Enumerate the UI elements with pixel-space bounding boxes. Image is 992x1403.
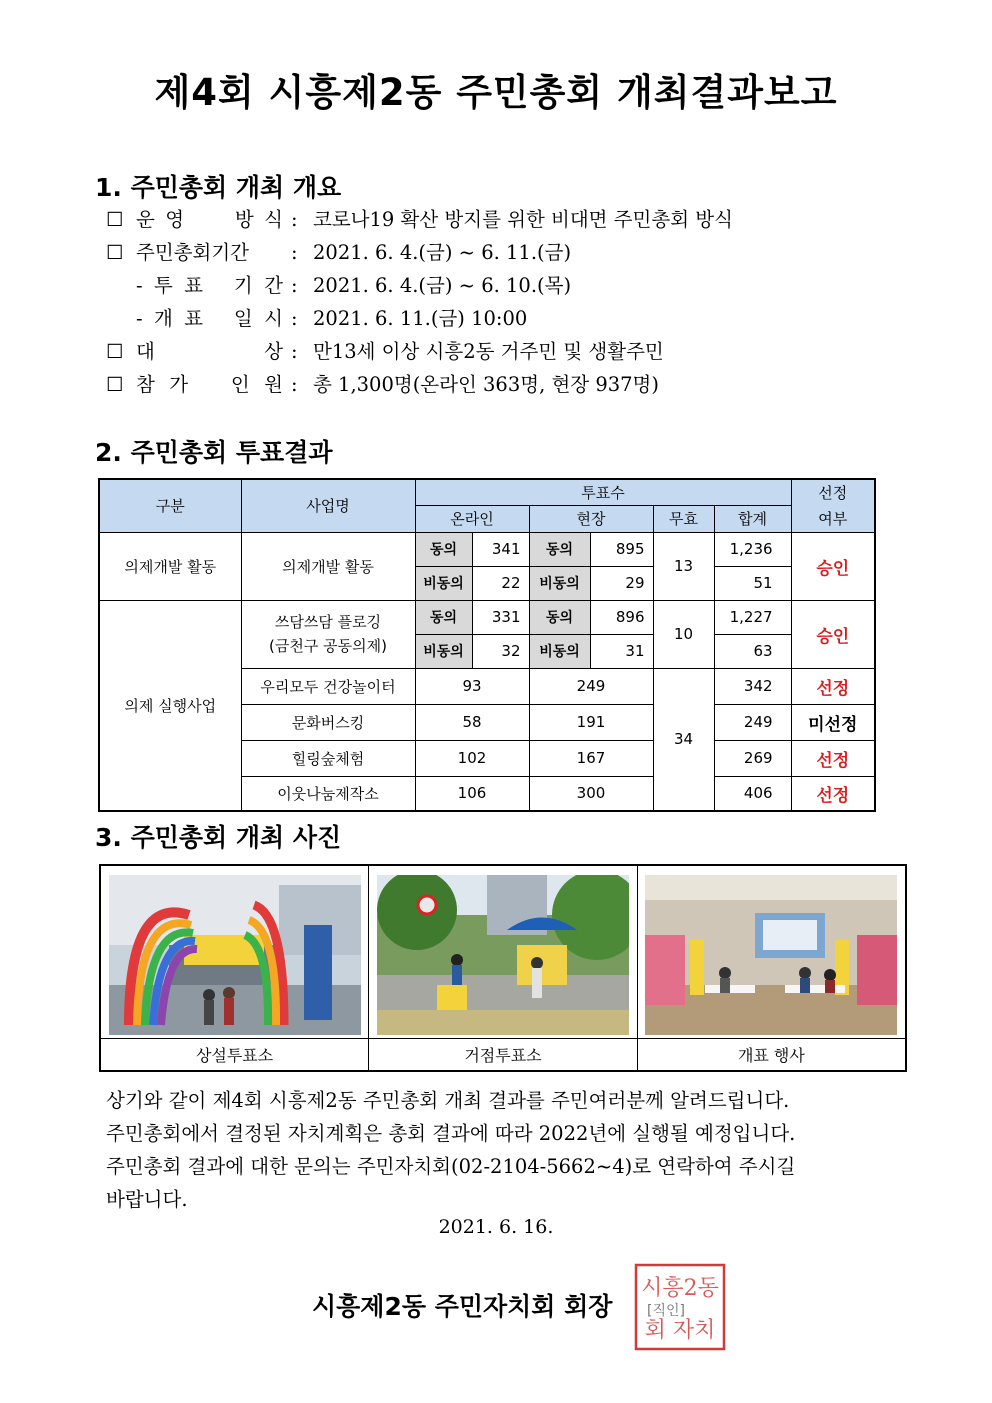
total-cell: 249 (714, 704, 791, 740)
overview-row-method: ☐ 운 영 방 식 : 코로나19 확산 방지를 위한 비대면 주민총회 방식 (106, 203, 733, 236)
photo-vote-counting-event (645, 875, 897, 1035)
table-row (99, 532, 875, 566)
overview-row-voting-period: - 투 표 기 간 : 2021. 6. 4.(금) ~ 6. 10.(목) (106, 269, 733, 302)
onsite-agree: 895 (615, 540, 645, 558)
project-cell: 의제개발 활동 (241, 532, 415, 600)
checkbox-icon: ☐ (106, 241, 124, 264)
overview-label: 주민총회기간 (136, 241, 250, 264)
total-cell: 342 (714, 668, 791, 704)
document-title: 제4회 시흥제2동 주민총회 개최결과보고 (154, 71, 838, 114)
project-cell: 우리모두 건강놀이터 (241, 668, 415, 704)
checkbox-icon: ☐ (106, 373, 124, 396)
invalid-cell: 34 (653, 668, 714, 811)
total-agree: 1,236 (714, 532, 791, 566)
header-total: 합계 (714, 505, 791, 532)
overview-value: 만13세 이상 시흥2동 거주민 및 생활주민 (313, 340, 664, 363)
total-agree: 1,227 (714, 600, 791, 634)
result-cell: 승인 (791, 600, 875, 668)
header-online: 온라인 (415, 505, 529, 532)
onsite-cell: 191 (529, 704, 653, 740)
agree-label: 동의 (416, 601, 473, 634)
section2-heading: 2. 주민총회 투표결과 (95, 438, 333, 467)
photo-table (99, 864, 907, 1072)
project-cell: 문화버스킹 (241, 704, 415, 740)
invalid-cell: 13 (653, 532, 714, 600)
overview-value: 2021. 6. 4.(금) ~ 6. 11.(금) (313, 241, 572, 264)
photo-permanent-polling-station (109, 875, 361, 1035)
photo-cell (369, 865, 638, 1039)
svg-text:회 자치: 회 자치 (644, 1318, 716, 1343)
official-seal-icon (630, 1261, 730, 1353)
result-cell: 선정 (791, 776, 875, 811)
invalid-cell: 10 (653, 600, 714, 668)
overview-value: 2021. 6. 11.(금) 10:00 (313, 307, 528, 330)
online-agree: 341 (491, 540, 521, 558)
closing-line: 바랍니다. (106, 1188, 188, 1211)
closing-paragraph (106, 1084, 906, 1216)
online-cell: 58 (415, 704, 529, 740)
header-selected-1: 선정 (791, 479, 875, 505)
total-disagree: 51 (714, 566, 791, 600)
result-cell: 선정 (791, 668, 875, 704)
svg-text:[직인]: [직인] (647, 1303, 685, 1319)
onsite-disagree: 29 (625, 574, 645, 592)
vote-results-table (98, 478, 876, 812)
overview-value: 코로나19 확산 방지를 위한 비대면 주민총회 방식 (313, 208, 733, 231)
project-cell: 힐링숲체험 (241, 740, 415, 776)
category-cell: 의제 실행사업 (99, 600, 241, 811)
online-disagree: 22 (501, 574, 521, 592)
closing-line: 상기와 같이 제4회 시흥제2동 주민총회 개최 결과를 주민여러분께 알려드립니다. (106, 1089, 790, 1112)
checkbox-icon: ☐ (106, 208, 124, 231)
closing-line: 주민총회 결과에 대한 문의는 주민자치회(02-2104-5662~4)로 연락하여 주시길 (106, 1155, 796, 1178)
online-cell: 93 (415, 668, 529, 704)
header-votes: 투표수 (415, 479, 791, 505)
document-date: 2021. 6. 16. (438, 1216, 554, 1238)
overview-list (106, 203, 733, 401)
total-cell: 269 (714, 740, 791, 776)
header-onsite: 현장 (529, 505, 653, 532)
agree-label: 동의 (416, 533, 473, 566)
overview-label: 운 영 방 식 (136, 208, 283, 231)
disagree-label: 비동의 (530, 567, 591, 600)
overview-value: 총 1,300명(온라인 363명, 현장 937명) (313, 373, 660, 396)
result-cell: 미선정 (791, 704, 875, 740)
onsite-disagree: 31 (625, 642, 645, 660)
section1-heading: 1. 주민총회 개최 개요 (95, 173, 342, 202)
photo-caption: 개표 행사 (637, 1039, 906, 1072)
overview-label: - 투 표 기 간 (136, 274, 283, 297)
online-disagree: 32 (501, 642, 521, 660)
photo-cell (637, 865, 906, 1039)
disagree-label: 비동의 (416, 567, 473, 600)
disagree-label: 비동의 (416, 635, 473, 668)
header-project: 사업명 (241, 479, 415, 532)
photo-cell (100, 865, 369, 1039)
header-invalid: 무효 (653, 505, 714, 532)
closing-line: 주민총회에서 결정된 자치계획은 총회 결과에 따라 2022년에 실행될 예정입니다. (106, 1122, 796, 1145)
section3-heading: 3. 주민총회 개최 사진 (95, 823, 342, 852)
onsite-cell: 249 (529, 668, 653, 704)
onsite-agree: 896 (615, 608, 645, 626)
online-cell: 102 (415, 740, 529, 776)
overview-label: 대 상 (136, 340, 283, 363)
overview-row-participants: ☐ 참 가 인 원 : 총 1,300명(온라인 363명, 현장 937명) (106, 368, 733, 401)
overview-label: - 개 표 일 시 (136, 307, 283, 330)
agree-label: 동의 (530, 601, 591, 634)
photo-local-polling-station (377, 875, 629, 1035)
table-row (99, 600, 875, 634)
overview-row-period: ☐ 주민총회기간 : 2021. 6. 4.(금) ~ 6. 11.(금) (106, 236, 733, 269)
online-cell: 106 (415, 776, 529, 811)
photo-caption: 거점투표소 (369, 1039, 638, 1072)
header-category: 구분 (99, 479, 241, 532)
category-cell: 의제개발 활동 (99, 532, 241, 600)
overview-value: 2021. 6. 4.(금) ~ 6. 10.(목) (313, 274, 572, 297)
header-selected-2: 여부 (791, 505, 875, 532)
svg-text:시흥2동: 시흥2동 (641, 1276, 719, 1301)
overview-row-target: ☐ 대 상 : 만13세 이상 시흥2동 거주민 및 생활주민 (106, 335, 733, 368)
overview-row-counting-date: - 개 표 일 시 : 2021. 6. 11.(금) 10:00 (106, 302, 733, 335)
result-cell: 승인 (791, 532, 875, 600)
project-cell: 쓰담쓰담 플로깅 (금천구 공동의제) (241, 600, 415, 668)
photo-caption: 상설투표소 (100, 1039, 369, 1072)
onsite-cell: 300 (529, 776, 653, 811)
overview-label: 참 가 인 원 (136, 373, 283, 396)
total-disagree: 63 (714, 634, 791, 668)
disagree-label: 비동의 (530, 635, 591, 668)
signature-line: 시흥제2동 주민자치회 회장 (312, 1292, 613, 1321)
project-cell: 이웃나눔제작소 (241, 776, 415, 811)
total-cell: 406 (714, 776, 791, 811)
agree-label: 동의 (530, 533, 591, 566)
onsite-cell: 167 (529, 740, 653, 776)
online-agree: 331 (491, 608, 521, 626)
checkbox-icon: ☐ (106, 340, 124, 363)
result-cell: 선정 (791, 740, 875, 776)
